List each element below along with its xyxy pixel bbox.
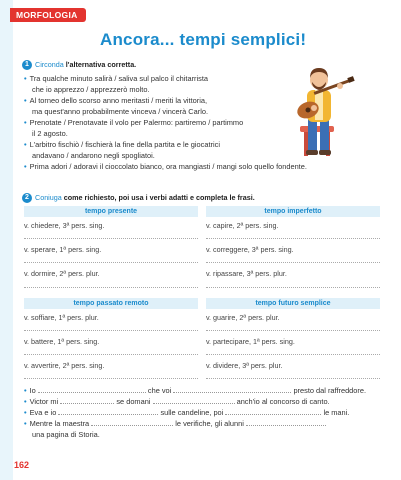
list-item: • Prima adori / adoravi il cioccolato bianco, ora mangiasti / mangi solo quello fondente. (24, 162, 307, 171)
header-tempo-futuro-semplice: tempo futuro semplice (206, 298, 380, 309)
page-number: 162 (14, 460, 30, 470)
blank-field[interactable] (38, 385, 146, 393)
exercise-1-keyword: Circonda (35, 60, 64, 69)
answer-line[interactable] (206, 238, 380, 239)
answer-line[interactable] (24, 330, 198, 331)
blank-field[interactable] (173, 385, 291, 393)
verb-prompt: v. ripassare, 3ª pers. plur. (206, 269, 287, 278)
list-item: • Prenotate / Prenotavate il volo per Palermo: partiremo / partimmo (24, 118, 244, 127)
exercise-1-instruction: l'alternativa corretta. (65, 60, 137, 69)
verb-prompt: v. correggere, 3ª pers. sing. (206, 245, 294, 254)
exercise-2-number: 2 (22, 193, 32, 203)
answer-line[interactable] (206, 354, 380, 355)
verb-prompt: v. guarire, 2ª pers. plur. (206, 313, 280, 322)
list-item-continuation: il 2 agosto. (32, 129, 68, 138)
header-tempo-imperfetto: tempo imperfetto (206, 206, 380, 217)
blank-field[interactable] (153, 396, 235, 404)
answer-line[interactable] (206, 378, 380, 379)
left-margin-band (0, 0, 13, 480)
list-item: • L'arbitro fischiò / fischierà la fine della partita e le giocatrici (24, 140, 220, 149)
answer-line[interactable] (24, 238, 198, 239)
blank-field[interactable] (246, 418, 326, 426)
exercise-2-instruction: come richiesto, poi usa i verbi adatti e completa le frasi. (63, 193, 255, 202)
list-item-continuation: ma quest'anno probabilmente vinceva / vincerà Carlo. (32, 107, 209, 116)
verb-prompt: v. partecipare, 1ª pers. sing. (206, 337, 295, 346)
answer-line[interactable] (206, 330, 380, 331)
list-item: • Eva e io sulle candeline, poi le mani. (24, 408, 350, 417)
blank-field[interactable] (225, 407, 321, 415)
exercise-2-keyword: Coniuga (35, 193, 62, 202)
list-item-continuation: che io apprezzo / apprezzerò molto. (32, 85, 150, 94)
list-item: • Al torneo dello scorso anno meritasti / meriti la vittoria, (24, 96, 208, 105)
list-item: • Io che voi presto dal raffreddore. (24, 386, 367, 395)
answer-line[interactable] (24, 354, 198, 355)
verb-prompt: v. soffiare, 1ª pers. plur. (24, 313, 99, 322)
exercise-2-header (22, 193, 255, 203)
section-tag: MORFOLOGIA (10, 8, 86, 22)
guitar-player-illustration (286, 60, 356, 158)
list-item: • Tra qualche minuto salirà / saliva sul palco il chitarrista (24, 74, 209, 83)
fill-in-sentences (24, 385, 366, 440)
verb-prompt: v. capire, 2ª pers. sing. (206, 221, 279, 230)
list-item: • Mentre la maestra le verifiche, gli alunni (24, 418, 366, 429)
blank-field[interactable] (91, 418, 173, 426)
exercise-1-header (22, 60, 136, 70)
verb-prompt: v. battere, 1ª pers. sing. (24, 337, 100, 346)
answer-line[interactable] (24, 262, 198, 263)
verb-prompt: v. chiedere, 3ª pers. sing. (24, 221, 105, 230)
blank-field[interactable] (58, 407, 158, 415)
exercise-1-list (24, 73, 307, 172)
answer-line[interactable] (24, 287, 198, 288)
blank-field[interactable] (60, 396, 114, 404)
verb-prompt: v. sperare, 1ª pers. sing. (24, 245, 102, 254)
page-title: Ancora... tempi semplici! (100, 30, 307, 49)
verb-prompt: v. dividere, 3ª pers. plur. (206, 361, 283, 370)
answer-line[interactable] (206, 262, 380, 263)
header-tempo-presente: tempo presente (24, 206, 198, 217)
answer-line[interactable] (24, 378, 198, 379)
list-item-continuation: una pagina di Storia. (32, 430, 100, 439)
exercise-1-number: 1 (22, 60, 32, 70)
answer-line[interactable] (206, 287, 380, 288)
header-tempo-passato-remoto: tempo passato remoto (24, 298, 198, 309)
verb-prompt: v. avvertire, 2ª pers. sing. (24, 361, 105, 370)
list-item: • Victor mi se domani anch'io al concorso di canto. (24, 397, 330, 406)
verb-prompt: v. dormire, 2ª pers. plur. (24, 269, 100, 278)
list-item-continuation: andavano / andarono negli spogliatoi. (32, 151, 155, 160)
